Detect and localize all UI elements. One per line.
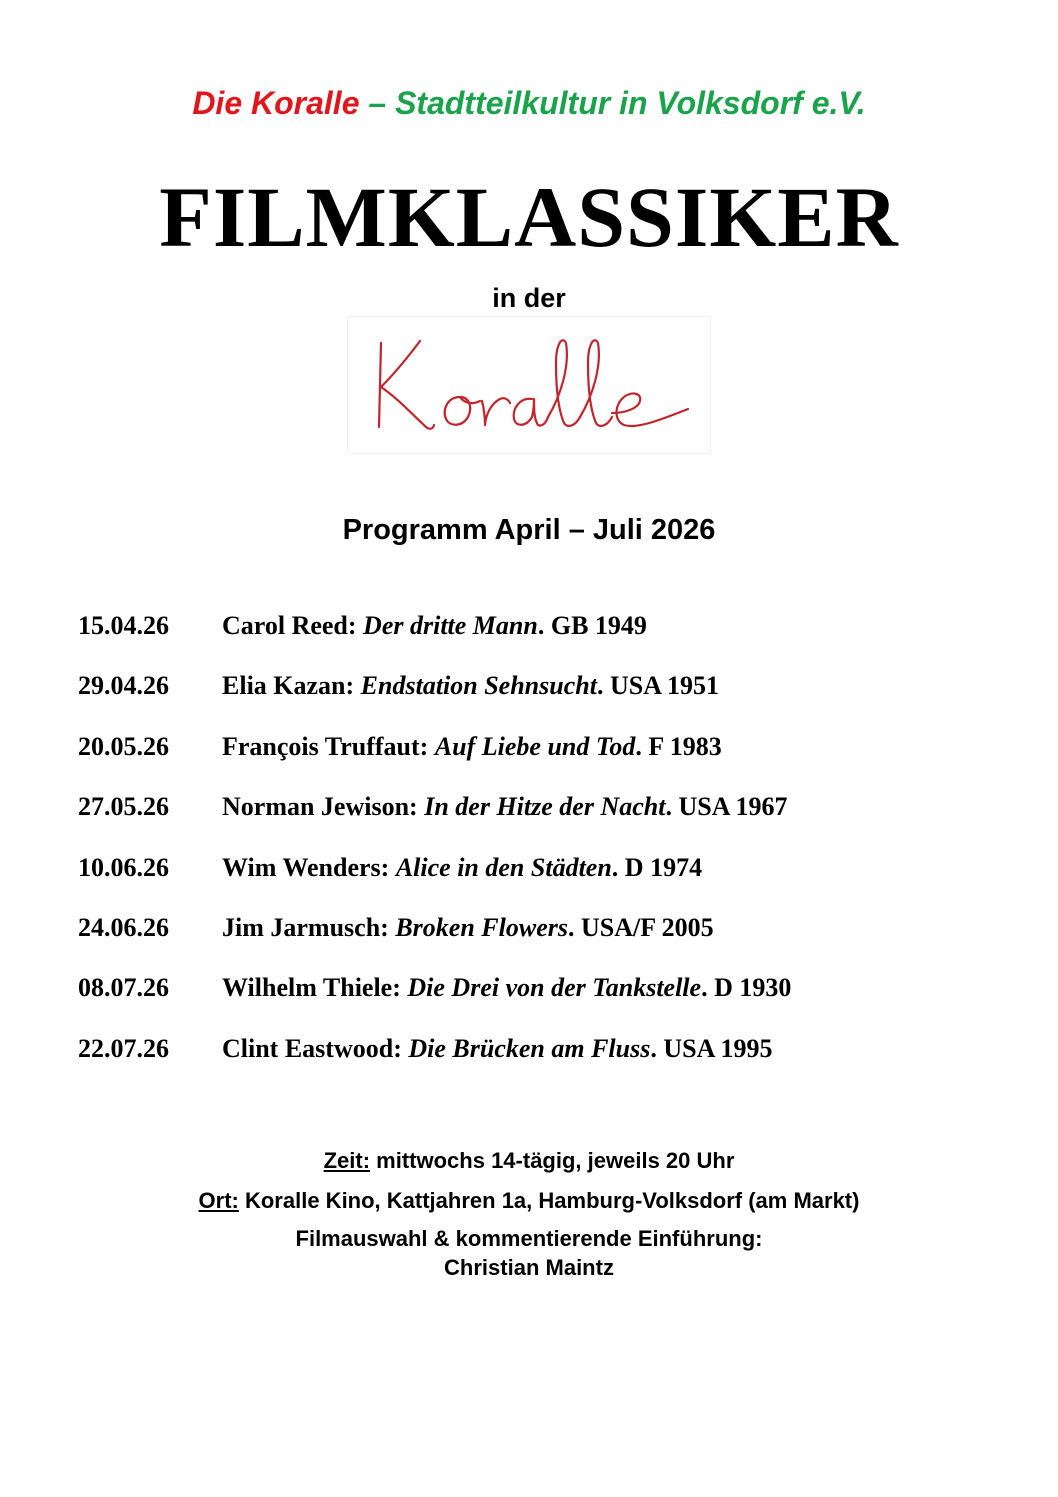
film-suffix: . GB 1949 xyxy=(537,611,647,640)
film-suffix: . D 1974 xyxy=(611,852,703,882)
film-director: Jim Jarmusch: xyxy=(222,912,389,942)
credit-line-2: Christian Maintz xyxy=(444,1255,614,1280)
org-subtitle: Stadtteilkultur in Volksdorf e.V. xyxy=(395,85,866,121)
film-director: Elia Kazan: xyxy=(222,671,355,701)
film-title: Broken Flowers xyxy=(395,912,568,942)
film-director: François Truffaut: xyxy=(222,731,429,761)
film-suffix: . USA/F 2005 xyxy=(567,912,714,942)
film-suffix: . USA 1967 xyxy=(665,792,788,822)
film-title: Alice in den Städten xyxy=(395,852,612,882)
koralle-logo-script xyxy=(348,317,712,455)
subtitle: in der xyxy=(492,283,566,313)
film-title: Der dritte Mann xyxy=(363,611,538,640)
time-info xyxy=(0,1143,1058,1183)
film-director: Wim Wenders: xyxy=(222,852,390,882)
film-title: Die Brücken am Fluss xyxy=(408,1033,651,1063)
film-date: 20.05.26 xyxy=(78,731,169,761)
film-row xyxy=(78,786,1018,846)
page-title: FILMKLASSIKER xyxy=(159,169,899,265)
film-suffix: . USA 1951 xyxy=(596,671,720,701)
film-date: 27.05.26 xyxy=(78,792,169,822)
film-date: 22.07.26 xyxy=(78,1033,169,1063)
film-title: In der Hitze der Nacht xyxy=(424,792,666,822)
film-row xyxy=(78,726,1018,786)
film-suffix: . USA 1995 xyxy=(650,1033,773,1063)
film-title: Auf Liebe und Tod xyxy=(434,731,636,761)
film-row xyxy=(78,967,1018,1027)
header-organization xyxy=(0,80,1058,126)
place-info xyxy=(0,1183,1058,1223)
place-label: Ort: xyxy=(198,1188,239,1213)
org-dash: – xyxy=(359,85,396,121)
time-value: mittwochs 14-tägig, jeweils 20 Uhr xyxy=(376,1148,735,1173)
film-director: Carol Reed: xyxy=(222,611,357,640)
film-date: 15.04.26 xyxy=(78,611,169,640)
film-director: Norman Jewison: xyxy=(222,792,418,822)
film-row xyxy=(78,605,1018,665)
film-row xyxy=(78,847,1018,907)
time-label: Zeit: xyxy=(323,1148,371,1173)
credit-line-1: Filmauswahl & kommentierende Einführung: xyxy=(295,1226,763,1251)
org-name: Die Koralle xyxy=(192,85,360,121)
film-date: 08.07.26 xyxy=(78,973,169,1003)
film-suffix: . D 1930 xyxy=(701,973,792,1003)
film-date: 24.06.26 xyxy=(78,912,169,942)
film-row xyxy=(78,907,1018,967)
koralle-logo xyxy=(347,316,711,454)
film-suffix: . F 1983 xyxy=(635,731,722,761)
place-value: Koralle Kino, Kattjahren 1a, Hamburg-Volksdorf (am Markt) xyxy=(244,1188,860,1213)
film-director: Clint Eastwood: xyxy=(222,1033,402,1063)
program-heading: Programm April – Juli 2026 xyxy=(342,514,716,546)
film-title: Die Drei von der Tankstelle xyxy=(407,973,702,1003)
film-date: 29.04.26 xyxy=(78,671,169,701)
film-title: Endstation Sehnsucht xyxy=(360,671,597,701)
film-date: 10.06.26 xyxy=(78,852,169,882)
film-director: Wilhelm Thiele: xyxy=(222,973,401,1003)
film-row xyxy=(78,665,1018,725)
film-row xyxy=(78,1028,1018,1088)
film-list xyxy=(78,605,1018,1088)
event-info xyxy=(0,1143,1058,1281)
